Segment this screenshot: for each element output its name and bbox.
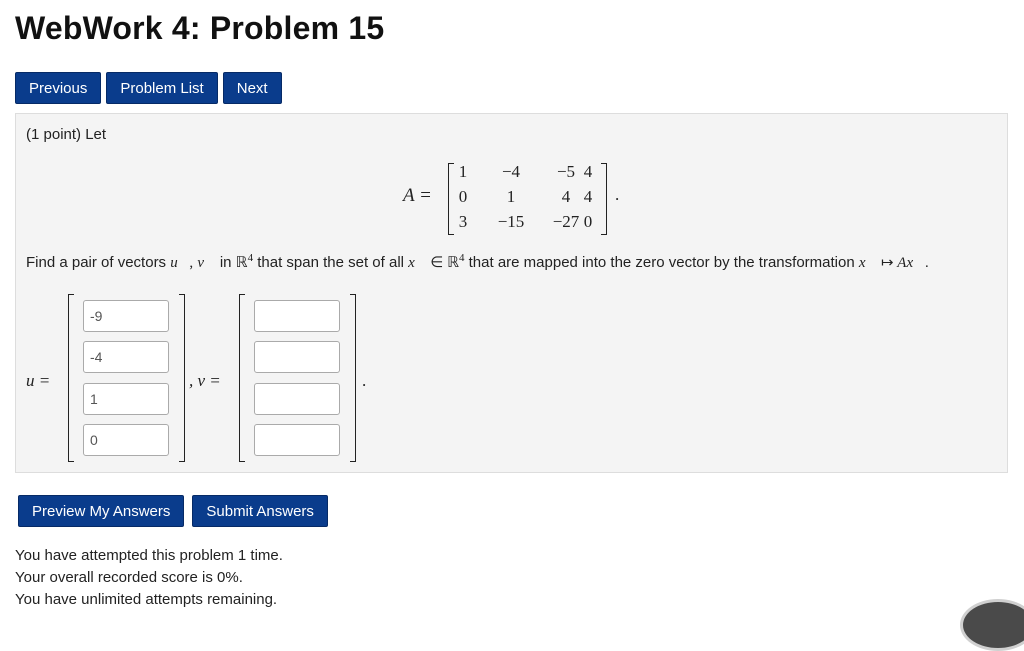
element-of-symbol: ∈ <box>426 255 448 271</box>
statement-period: . <box>924 254 929 271</box>
exponent: 4 <box>247 252 254 264</box>
score-text: Your overall recorded score is 0%. <box>15 569 243 586</box>
floating-widget-button[interactable] <box>960 599 1024 651</box>
vector-u-entry-1[interactable] <box>83 300 169 332</box>
problem-statement <box>26 252 929 272</box>
vector-u-left-bracket <box>68 294 74 462</box>
vector-u-right-bracket <box>179 294 185 462</box>
matrix-cell: −15 <box>497 212 525 231</box>
vector-u-label: u = <box>26 371 51 390</box>
vector-x-symbol: x⃗ <box>858 255 878 271</box>
matrix-cell: 4 <box>561 187 571 206</box>
vector-u-symbol: u⃗ <box>170 255 190 271</box>
maps-to-symbol: ↦ <box>877 255 898 271</box>
problem-list-button[interactable]: Problem List <box>106 72 217 104</box>
statement-text: Find a pair of vectors <box>26 254 171 271</box>
matrix-label: A = <box>403 185 432 206</box>
answer-vectors <box>16 294 1006 464</box>
answer-actions <box>18 495 328 527</box>
vector-x-symbol: x⃗ <box>906 255 925 271</box>
matrix-a-symbol: A <box>897 255 907 271</box>
real-space-symbol: ℝ <box>235 255 248 271</box>
statement-text: that span the set of all <box>253 254 409 271</box>
vector-v-entry-4[interactable] <box>254 424 340 456</box>
matrix-cell: −4 <box>501 162 521 181</box>
submit-answers-button[interactable]: Submit Answers <box>192 495 328 527</box>
vector-u-entry-3[interactable] <box>83 383 169 415</box>
preview-answers-button[interactable]: Preview My Answers <box>18 495 184 527</box>
problem-points: (1 point) Let <box>26 126 107 143</box>
matrix-a <box>403 159 643 235</box>
attempt-status <box>15 545 283 611</box>
matrix-cell: 0 <box>583 212 593 231</box>
matrix-period: . <box>615 185 620 204</box>
previous-button[interactable]: Previous <box>15 72 101 104</box>
matrix-cell: 0 <box>458 187 468 206</box>
matrix-cell: 4 <box>583 187 593 206</box>
matrix-cell: −5 <box>556 162 576 181</box>
matrix-cell: −27 <box>552 212 580 231</box>
vector-v-right-bracket <box>350 294 356 462</box>
next-button[interactable]: Next <box>223 72 282 104</box>
statement-text: that are mapped into the zero vector by the transformation <box>464 254 859 271</box>
matrix-cell: 3 <box>458 212 468 231</box>
page-title: WebWork 4: Problem 15 <box>15 10 385 46</box>
statement-text: in <box>215 254 236 271</box>
vector-v-entry-1[interactable] <box>254 300 340 332</box>
exponent: 4 <box>458 252 465 264</box>
problem-nav <box>15 72 282 104</box>
vector-u-entry-2[interactable] <box>83 341 169 373</box>
statement-comma: , <box>189 255 194 271</box>
vector-v-left-bracket <box>239 294 245 462</box>
vector-x-symbol: x⃗ <box>408 255 427 271</box>
vector-v-label: , v = <box>189 371 221 390</box>
matrix-cell: 1 <box>506 187 516 206</box>
remaining-text: You have unlimited attempts remaining. <box>15 591 278 608</box>
vector-period: . <box>362 371 367 390</box>
vector-v-symbol: v⃗ <box>197 255 216 271</box>
vector-v-entry-2[interactable] <box>254 341 340 373</box>
vector-u-entry-4[interactable] <box>83 424 169 456</box>
vector-v-entry-3[interactable] <box>254 383 340 415</box>
matrix-cell: 4 <box>583 162 593 181</box>
attempts-text: You have attempted this problem 1 time. <box>15 547 283 564</box>
real-space-symbol: ℝ <box>447 255 459 271</box>
problem-panel <box>15 113 1008 473</box>
matrix-cell: 1 <box>458 162 468 181</box>
